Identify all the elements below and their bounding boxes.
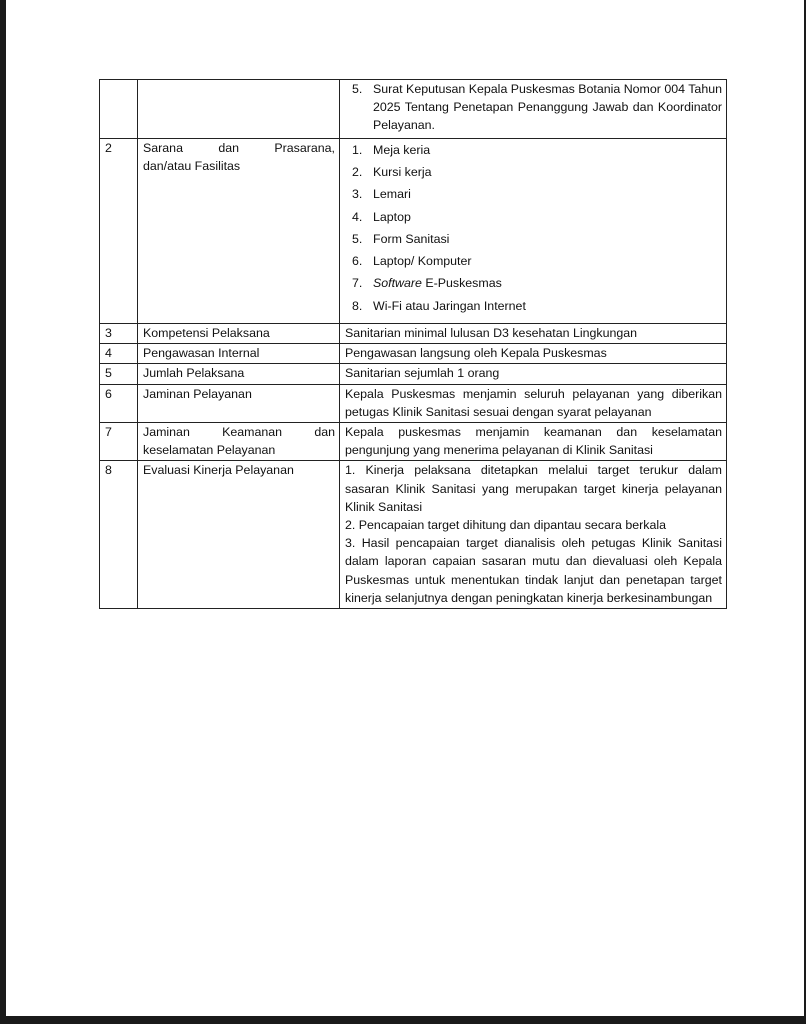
table-row	[100, 80, 727, 139]
table-row	[100, 138, 727, 323]
service-standard-table	[99, 79, 727, 609]
list-item: 1. Meja keria	[352, 142, 431, 157]
row-value-cell: Sanitarian minimal lulusan D3 kesehatan Lingkungan	[340, 323, 727, 343]
row-value-cell	[340, 138, 727, 323]
list-item: 3. Lemari	[352, 187, 411, 202]
evaluation-point-3: 3. Hasil pencapaian target dianalisis oleh petugas Klinik Sanitasi dalam laporan capaian sasaran mutu dan dievaluasi oleh Kepala Puskesmas untuk menentukan tindak lanjut dan penetapan target kinerja selanjutnya dengan peningkatan kinerja berkesinambungan	[345, 536, 722, 605]
row-number-cell	[100, 80, 138, 139]
table-row	[100, 461, 727, 609]
evaluation-point-1: 1. Kinerja pelaksana ditetapkan melalui target terukur dalam sasaran Klinik Sanitasi yang merupakan target kinerja pelayanan Klinik Sanitasi	[345, 463, 722, 514]
row-number-cell: 7	[100, 423, 138, 461]
document-page	[6, 0, 804, 1016]
row-number-cell: 6	[100, 384, 138, 422]
row-label-cell: Pengawasan Internal	[138, 344, 340, 364]
row-value-cell	[340, 80, 727, 139]
list-item: 6. Laptop/ Komputer	[352, 254, 472, 269]
row-label-cell: Jaminan Pelayanan	[138, 384, 340, 422]
row-number-cell: 8	[100, 461, 138, 609]
row-label-cell: Kompetensi Pelaksana	[138, 323, 340, 343]
row-label-cell: Jaminan Keamanan dan keselamatan Pelayanan	[138, 423, 340, 461]
row-label-line2: dan/atau Fasilitas	[143, 158, 241, 173]
row-label-line1: Sarana dan Prasarana,	[143, 140, 335, 155]
row-value-cell	[340, 461, 727, 609]
row-number-cell: 4	[100, 344, 138, 364]
row-label-cell: Evaluasi Kinerja Pelayanan	[138, 461, 340, 609]
table-row	[100, 384, 727, 422]
list-item: 2. Kursi kerja	[352, 164, 432, 179]
list-item: 4. Laptop	[352, 209, 411, 224]
row-number-cell: 5	[100, 364, 138, 384]
list-item: 8. Wi-Fi atau Jaringan Internet	[352, 298, 526, 313]
row-number-cell: 2	[100, 138, 138, 323]
list-item: 7. Software E-Puskesmas	[352, 276, 502, 291]
evaluation-point-2: 2. Pencapaian target dihitung dan dipantau secara berkala	[345, 518, 667, 533]
row-value-cell: Kepala puskesmas menjamin keamanan dan keselamatan pengunjung yang menerima pelayanan di Klinik Sanitasi	[340, 423, 727, 461]
table-row	[100, 344, 727, 364]
table-row	[100, 423, 727, 461]
table-row	[100, 323, 727, 343]
row-label-cell	[138, 138, 340, 323]
legal-basis-list	[345, 80, 722, 135]
facilities-list	[345, 139, 722, 322]
table-row	[100, 364, 727, 384]
list-item: 5. Surat Keputusan Kepala Puskesmas Botania Nomor 004 Tahun 2025 Tentang Penetapan Penanggung Jawab dan Koordinator Pelayanan.	[352, 82, 722, 133]
row-value-cell: Sanitarian sejumlah 1 orang	[340, 364, 727, 384]
list-item: 5. Form Sanitasi	[352, 231, 450, 246]
row-value-cell: Pengawasan langsung oleh Kepala Puskesmas	[340, 344, 727, 364]
row-value-cell: Kepala Puskesmas menjamin seluruh pelayanan yang diberikan petugas Klinik Sanitasi sesuai dengan syarat pelayanan	[340, 384, 727, 422]
row-label-cell: Jumlah Pelaksana	[138, 364, 340, 384]
row-label-cell	[138, 80, 340, 139]
row-number-cell: 3	[100, 323, 138, 343]
